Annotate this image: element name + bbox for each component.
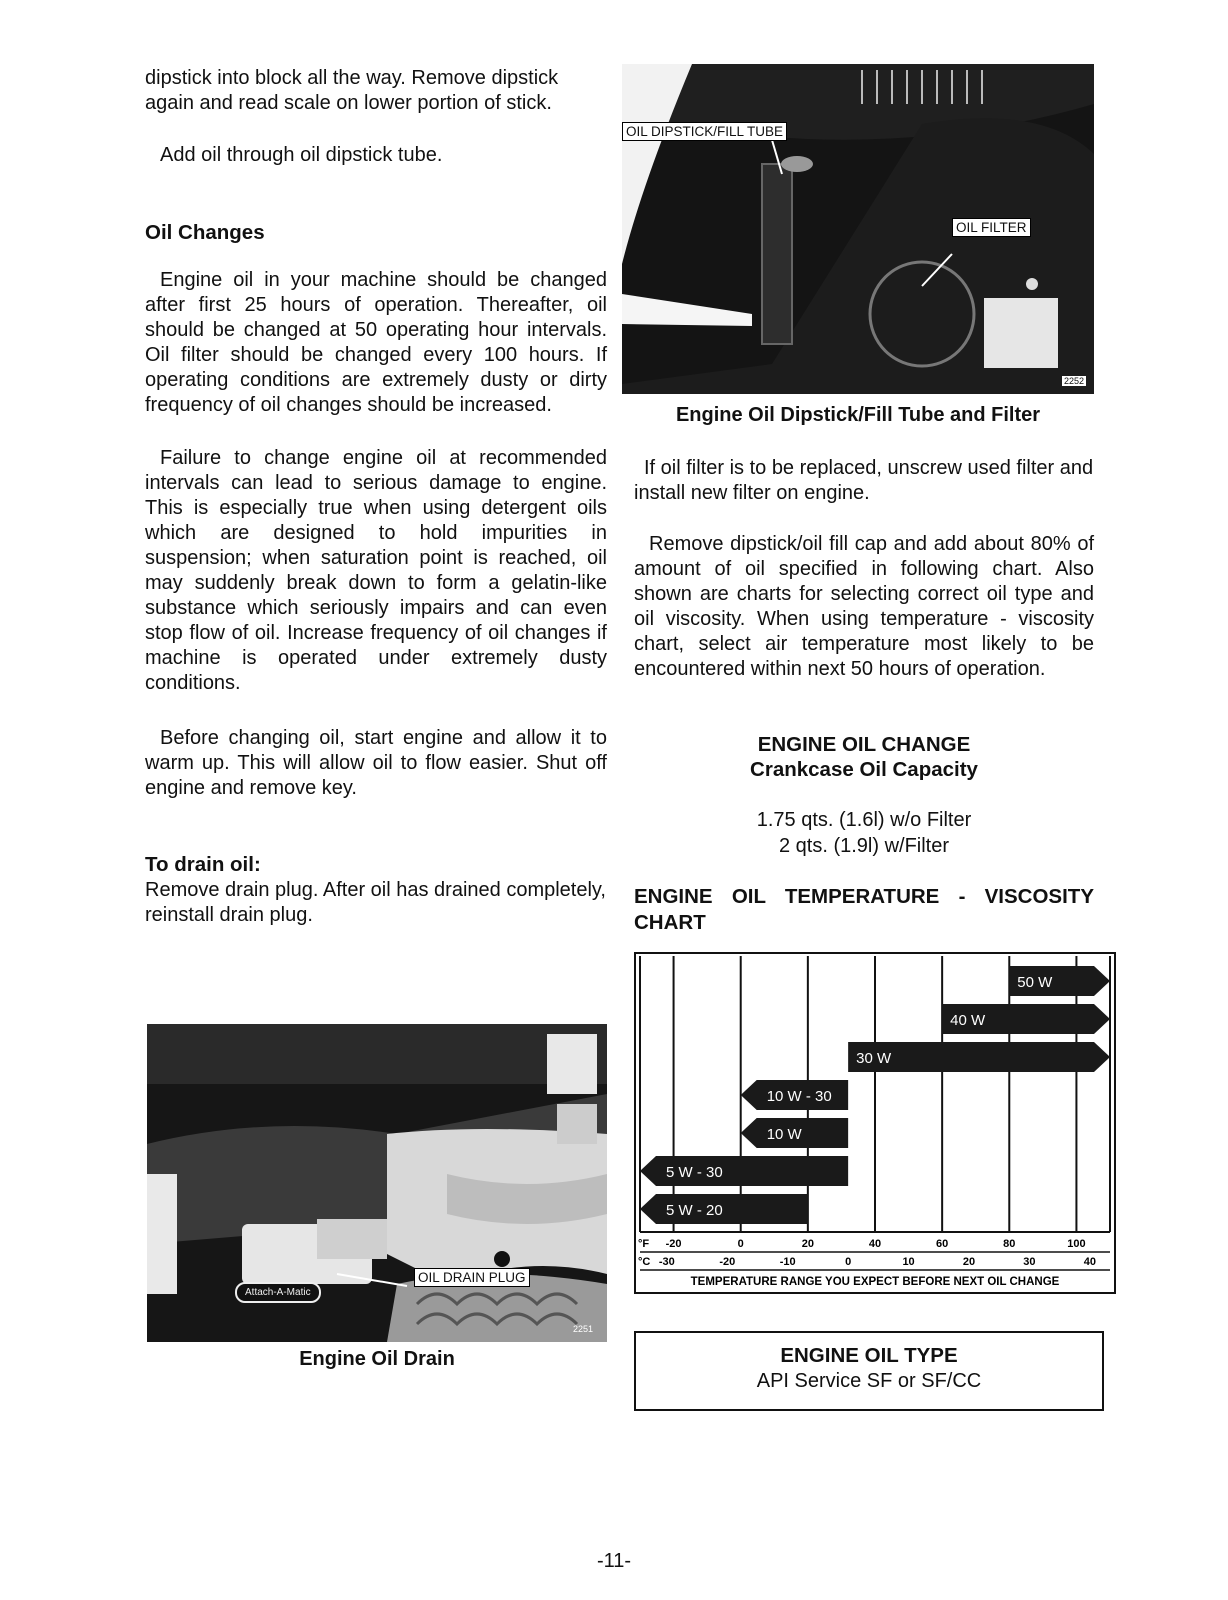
viscosity-bar-label: 10 W - 30: [766, 1088, 832, 1105]
oil-filter-callout: OIL FILTER: [952, 218, 1031, 237]
fahrenheit-tick-label: 60: [936, 1238, 949, 1250]
crankcase-capacity-title: Crankcase Oil Capacity: [750, 758, 978, 781]
refill-instructions-text: Remove dipstick/oil fill cap and add about 80% of amount of oil specified in following chart. Also shown are charts for selecting correct oil type and oil viscosity. When using temperature - viscosity chart, select air temperature most likely to be encountered within next 50 hours of operation.: [634, 533, 1094, 680]
celsius-tick-label: 0: [845, 1256, 852, 1268]
celsius-tick-label: 20: [962, 1256, 976, 1268]
drain-photo-caption: Engine Oil Drain: [299, 1348, 455, 1370]
celsius-axis-label: °C: [638, 1256, 651, 1268]
chart-x-axis-title: TEMPERATURE RANGE YOU EXPECT BEFORE NEXT OIL CHANGE: [690, 1276, 1060, 1288]
fahrenheit-tick-label: 80: [1003, 1238, 1016, 1250]
page-number: -11-: [596, 1550, 632, 1572]
intro-text: dipstick into block all the way. Remove dipstick again and read scale on lower portion of stick.: [145, 67, 559, 114]
viscosity-chart-svg: [634, 952, 1116, 1294]
fahrenheit-tick-label: 0: [737, 1238, 744, 1250]
dipstick-filter-photo: [622, 64, 1094, 394]
oil-changes-paragraph-3: Before changing oil, start engine and allow it to warm up. This will allow oil to flow easier. Shut off engine and remove key.: [145, 727, 607, 799]
attach-a-matic-decal: Attach-A-Matic: [235, 1282, 321, 1303]
oil-change-title: ENGINE OIL CHANGE: [757, 733, 971, 756]
drain-oil-heading: To drain oil:: [145, 853, 261, 876]
viscosity-bar-label: 30 W: [856, 1050, 892, 1067]
drain-photo-art: [147, 1024, 607, 1342]
oil-changes-paragraph-1: Engine oil in your machine should be changed after first 25 hours of operation. Thereafter, oil should be changed at 50 operating hour intervals. Oil filter should be changed every 100 hours. If operating conditions are extremely dusty or dirty frequency of oil changes should be increased.: [145, 269, 607, 416]
fahrenheit-tick-label: 20: [801, 1238, 814, 1250]
add-oil-text: Add oil through oil dipstick tube.: [160, 144, 443, 166]
viscosity-chart-heading: ENGINE OIL TEMPERATURE - VISCOSITY CHART: [634, 885, 1094, 934]
celsius-tick-label: -30: [658, 1256, 675, 1268]
oil-type-box: [634, 1331, 1104, 1411]
viscosity-bar-label: 5 W - 30: [666, 1164, 723, 1181]
capacity-with-filter: 2 qts. (1.9l) w/Filter: [778, 835, 950, 857]
dipstick-fill-tube-callout: OIL DIPSTICK/FILL TUBE: [622, 122, 787, 141]
oil-type-title: ENGINE OIL TYPE: [780, 1344, 958, 1367]
viscosity-chart: [634, 952, 1116, 1294]
dipstick-photo-number: 2252: [1064, 376, 1085, 386]
drain-oil-text: Remove drain plug. After oil has drained completely, reinstall drain plug.: [145, 879, 606, 926]
oil-changes-paragraph-2: Failure to change engine oil at recommended intervals can lead to serious damage to engine. This is especially true when using detergent oils which are designed to hold impurities in suspension; when saturation point is reached, oil may suddenly break down to form a gelatin-like substance which seriously impairs and can even stop flow of oil. Increase frequency of oil changes if machine is operated under extremely dusty conditions.: [145, 447, 607, 694]
dipstick-photo-caption: Engine Oil Dipstick/Fill Tube and Filter: [675, 404, 1041, 426]
engine-oil-drain-photo: [147, 1024, 607, 1342]
celsius-tick-label: -20: [719, 1256, 736, 1268]
fahrenheit-tick-label: 100: [1067, 1238, 1086, 1250]
capacity-without-filter: 1.75 qts. (1.6l) w/o Filter: [756, 809, 972, 831]
celsius-tick-label: -10: [779, 1256, 796, 1268]
viscosity-bar-label: 50 W: [1017, 974, 1053, 991]
fahrenheit-tick-label: -20: [665, 1238, 682, 1250]
fahrenheit-tick-label: 40: [868, 1238, 882, 1250]
viscosity-bar-label: 40 W: [950, 1012, 986, 1029]
filter-replace-text: If oil filter is to be replaced, unscrew used filter and install new filter on engine.: [634, 457, 1094, 504]
celsius-tick-label: 30: [1023, 1256, 1036, 1268]
viscosity-bar-label: 10 W: [766, 1126, 802, 1143]
oil-type-value: API Service SF or SF/CC: [756, 1370, 982, 1392]
viscosity-bar-label: 5 W - 20: [666, 1202, 723, 1219]
celsius-tick-label: 40: [1083, 1256, 1096, 1268]
oil-changes-heading: Oil Changes: [145, 221, 265, 244]
oil-drain-plug-callout: OIL DRAIN PLUG: [414, 1268, 530, 1287]
celsius-tick-label: 10: [902, 1256, 915, 1268]
drain-photo-number: 2251: [573, 1324, 594, 1334]
fahrenheit-axis-label: °F: [638, 1238, 650, 1250]
